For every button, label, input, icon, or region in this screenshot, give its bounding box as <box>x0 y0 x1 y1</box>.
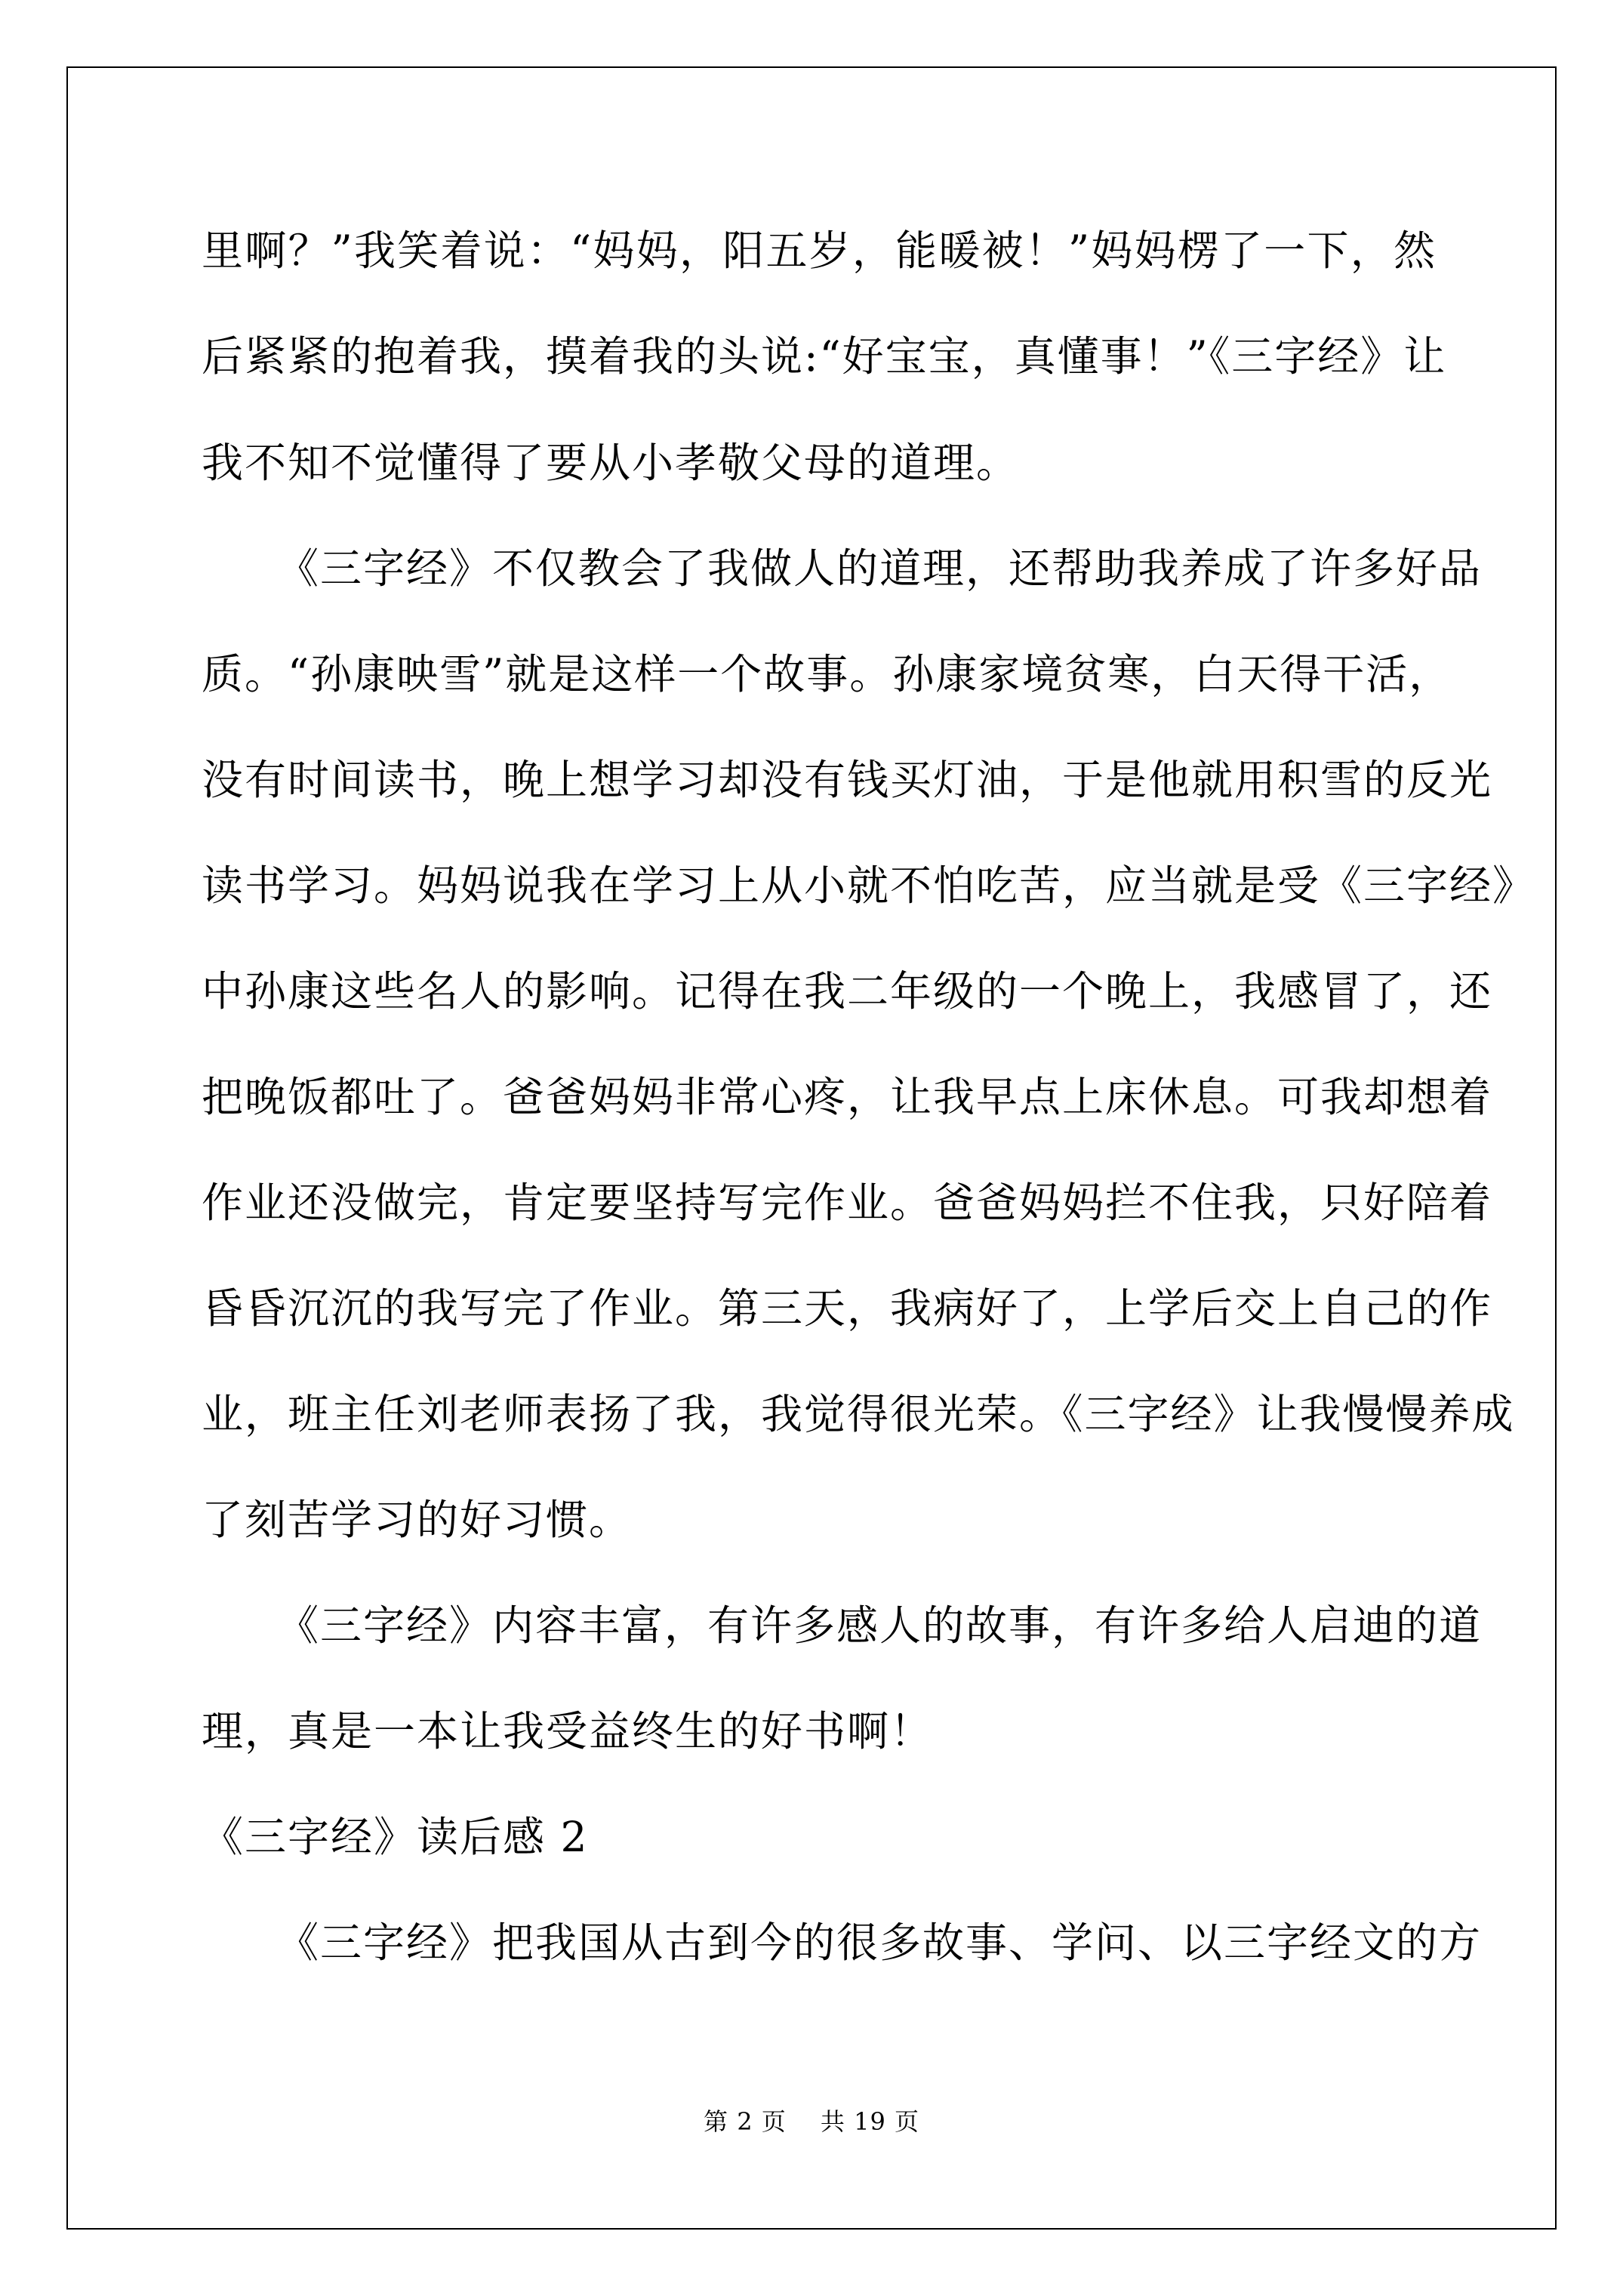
text-line-6: 没有时间读书，晚上想学习却没有钱买灯油，于是他就用积雪的反光 <box>202 756 1493 804</box>
page-footer <box>0 2106 1623 2137</box>
text-line-14: 《三字经》内容丰富，有许多感人的故事，有许多给人启迪的道 <box>277 1601 1483 1650</box>
text-line-7: 读书学习。妈妈说我在学习上从小就不怕吃苦，应当就是受《三字经》 <box>202 861 1536 910</box>
text-line-15: 理，真是一本让我受益终生的好书啊！ <box>202 1707 934 1755</box>
text-line-5: 质。“孙康映雪”就是这样一个故事。孙康家境贫寒，白天得干活， <box>202 650 1452 698</box>
text-line-17: 《三字经》把我国从古到今的很多故事、学问、以三字经文的方 <box>277 1918 1483 1967</box>
text-line-13: 了刻苦学习的好习惯。 <box>202 1496 633 1544</box>
text-line-1: 里啊？”我笑着说：“妈妈，阳五岁，能暖被！”妈妈楞了一下，然 <box>202 227 1437 275</box>
text-line-2: 后紧紧的抱着我，摸着我的头说:“好宝宝，真懂事！”《三字经》让 <box>202 332 1447 381</box>
text-line-12: 业，班主任刘老师表扬了我，我觉得很光荣。《三字经》让我慢慢养成 <box>202 1390 1515 1438</box>
text-line-11: 昏昏沉沉的我写完了作业。第三天，我病好了，上学后交上自己的作 <box>202 1284 1493 1333</box>
text-line-10: 作业还没做完，肯定要坚持写完作业。爸爸妈妈拦不住我，只好陪着 <box>202 1179 1493 1227</box>
text-line-9: 把晚饭都吐了。爸爸妈妈非常心疼，让我早点上床休息。可我却想着 <box>202 1073 1493 1121</box>
page-total: 共 19 页 <box>820 2107 919 2136</box>
section-heading: 《三字经》读后感 2 <box>202 1813 589 1861</box>
text-line-4: 《三字经》不仅教会了我做人的道理，还帮助我养成了许多好品 <box>277 544 1483 593</box>
text-line-8: 中孙康这些名人的影响。记得在我二年级的一个晚上，我感冒了，还 <box>202 967 1493 1015</box>
text-line-3: 我不知不觉懂得了要从小孝敬父母的道理。 <box>202 439 1020 487</box>
page-border <box>66 66 1557 2230</box>
page-number: 第 2 页 <box>704 2107 787 2136</box>
